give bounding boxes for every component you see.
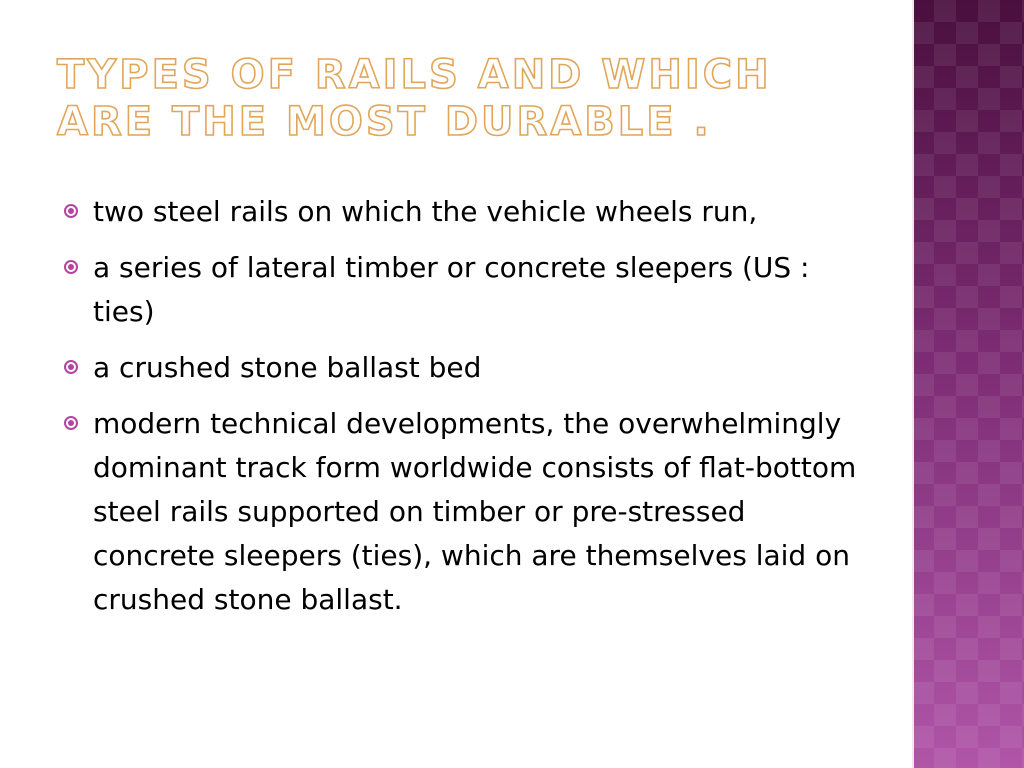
side-band-divider (912, 0, 914, 768)
radio-bullet-icon (64, 260, 78, 274)
bullet-text: a series of lateral timber or concrete sleepers (US : ties) (93, 251, 810, 328)
bullet-text: modern technical developments, the overwhelmingly dominant track form worldwide consists of flat-bottom steel rails supported on timber or pre-stressed concrete sleepers (ties), which are themselves laid on crushed stone ballast. (93, 407, 857, 616)
bullet-text: two steel rails on which the vehicle wheels run, (93, 195, 758, 228)
bullet-item (62, 346, 862, 390)
bullet-list (62, 190, 862, 634)
slide-title: TYPES OF RAILS AND WHICH ARE THE MOST DURABLE . (57, 52, 772, 145)
radio-bullet-icon (64, 204, 78, 218)
bullet-text: a crushed stone ballast bed (93, 351, 482, 384)
bullet-item (62, 246, 862, 334)
radio-bullet-icon (64, 416, 78, 430)
radio-bullet-icon (64, 360, 78, 374)
decorative-side-band (912, 0, 1024, 768)
bullet-item (62, 402, 862, 622)
bullet-item (62, 190, 862, 234)
